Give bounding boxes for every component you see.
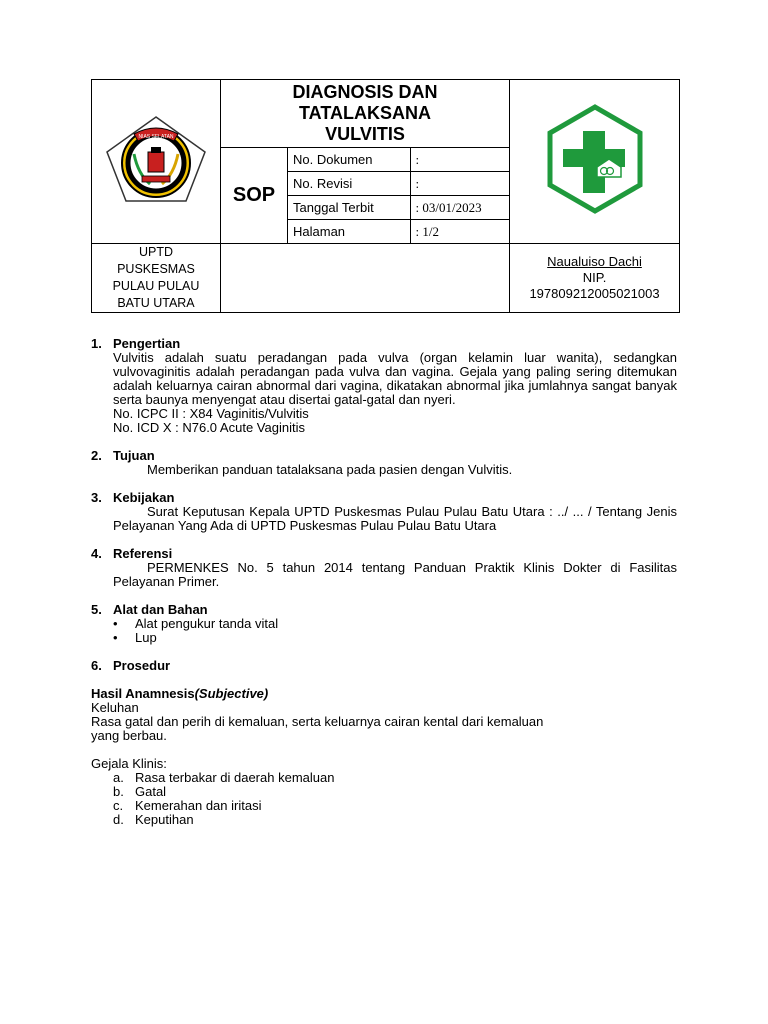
gejala-block xyxy=(91,757,677,827)
section-alat-bahan xyxy=(91,603,677,645)
institution-line: PUSKESMAS xyxy=(117,262,195,276)
item-letter: d. xyxy=(113,812,124,827)
document-title xyxy=(221,80,510,148)
bullet-icon: • xyxy=(113,630,118,645)
info-value: : xyxy=(410,172,509,196)
institution-line: UPTD xyxy=(138,245,174,259)
list-item xyxy=(113,631,677,645)
institution-name xyxy=(92,244,221,313)
equipment-list xyxy=(91,617,677,645)
section-referensi xyxy=(91,547,677,589)
definition-text: Vulvitis adalah suatu peradangan pada vulva (organ kelamin luar wanita), sedangkan vulvovaginitis adalah peradangan pada vulva dan vagina. Gejala yang paling sering ditemukan adalah keluarnya cairan abnormal dari vagina, dikatakan abnormal jika jumlahnya sangat banyak serta baunya menyengat atau disertai gatal-gatal dan nyeri. xyxy=(113,350,677,407)
list-item-text: Kemerahan dan iritasi xyxy=(135,798,262,813)
info-row xyxy=(288,148,509,172)
nip-label: NIP. xyxy=(582,270,607,285)
section-kebijakan xyxy=(91,491,677,533)
section-number: 5. xyxy=(91,602,102,617)
item-letter: a. xyxy=(113,770,124,785)
list-item-text: Lup xyxy=(135,630,157,645)
section-title: Tujuan xyxy=(113,448,155,463)
icd-code: No. ICD X : N76.0 Acute Vaginitis xyxy=(113,420,305,435)
section-heading xyxy=(91,603,677,617)
section-title: Pengertian xyxy=(113,336,181,351)
section-number: 2. xyxy=(91,448,102,463)
section-number: 1. xyxy=(91,336,102,351)
list-item-text: Rasa terbakar di daerah kemaluan xyxy=(135,770,335,785)
section-body: PERMENKES No. 5 tahun 2014 tentang Panduan Praktik Klinis Dokter di Fasilitas Pelayanan Primer. xyxy=(113,560,677,589)
gejala-list xyxy=(91,771,677,827)
list-item-text: Alat pengukur tanda vital xyxy=(135,616,279,631)
document-body xyxy=(91,337,677,841)
info-row xyxy=(288,172,509,196)
section-heading xyxy=(91,547,677,561)
section-title: Referensi xyxy=(113,546,173,561)
section-body: Surat Keputusan Kepala UPTD Puskesmas Pulau Pulau Batu Utara : ../ ... / Tentang Jenis Pelayanan Yang Ada di UPTD Puskesmas Pulau Pulau Batu Utara xyxy=(113,504,677,533)
section-number: 6. xyxy=(91,658,102,673)
section-title: Prosedur xyxy=(113,658,171,673)
section-heading xyxy=(91,449,677,463)
title-line-3: VULVITIS xyxy=(325,124,405,144)
info-label: Halaman xyxy=(288,220,410,244)
empty-cell xyxy=(221,244,510,313)
puskesmas-logo-icon xyxy=(539,103,651,215)
sop-label: SOP xyxy=(221,148,288,244)
keluhan-text: yang berbau. xyxy=(91,728,167,743)
keluhan-text: Rasa gatal dan perih di kemaluan, serta keluarnya cairan kental dari kemaluan xyxy=(91,714,544,729)
keluhan-label: Keluhan xyxy=(91,700,139,715)
list-item xyxy=(113,813,677,827)
document-info-table xyxy=(288,148,509,243)
bullet-icon: • xyxy=(113,616,118,631)
anamnesis-heading xyxy=(91,687,677,701)
signatory-block xyxy=(510,244,680,313)
info-row xyxy=(288,220,509,244)
puskesmas-logo-cell xyxy=(510,80,680,244)
icpc-code: No. ICPC II : X84 Vaginitis/Vulvitis xyxy=(113,406,309,421)
anamnesis-subtitle: (Subjective) xyxy=(194,686,269,701)
gejala-label: Gejala Klinis: xyxy=(91,756,167,771)
document-info-cell xyxy=(288,148,510,244)
section-number: 3. xyxy=(91,490,102,505)
list-item-text: Keputihan xyxy=(135,812,194,827)
info-label: No. Dokumen xyxy=(288,148,410,172)
item-letter: c. xyxy=(113,798,124,813)
seal-text: NIAS SELATAN xyxy=(138,134,174,140)
section-title: Alat dan Bahan xyxy=(113,602,208,617)
signatory-name: Naualuiso Dachi xyxy=(547,254,642,269)
regency-logo-cell xyxy=(92,80,221,244)
section-body: Memberikan panduan tatalaksana pada pasien dengan Vulvitis. xyxy=(147,462,513,477)
section-number: 4. xyxy=(91,546,102,561)
section-heading xyxy=(91,337,677,351)
list-item xyxy=(113,799,677,813)
section-tujuan xyxy=(91,449,677,477)
regency-seal-icon xyxy=(104,114,208,204)
sop-header-table xyxy=(91,79,680,313)
nip-number: 197809212005021003 xyxy=(529,286,660,301)
info-row xyxy=(288,196,509,220)
list-item xyxy=(113,771,677,785)
section-prosedur xyxy=(91,659,677,673)
list-item xyxy=(113,617,677,631)
section-heading xyxy=(91,659,677,673)
institution-line: PULAU PULAU xyxy=(112,279,200,293)
institution-line: BATU UTARA xyxy=(117,296,195,310)
title-line-2: TATALAKSANA xyxy=(299,103,431,123)
section-heading xyxy=(91,491,677,505)
list-item-text: Gatal xyxy=(135,784,167,799)
item-letter: b. xyxy=(113,784,124,799)
info-label: Tanggal Terbit xyxy=(288,196,410,220)
info-label: No. Revisi xyxy=(288,172,410,196)
info-value: : 03/01/2023 xyxy=(410,196,509,220)
info-value: : xyxy=(410,148,509,172)
anamnesis-block xyxy=(91,687,677,743)
title-line-1: DIAGNOSIS DAN xyxy=(292,82,438,102)
list-item xyxy=(113,785,677,799)
section-title: Kebijakan xyxy=(113,490,175,505)
info-value: : 1/2 xyxy=(415,223,439,239)
section-pengertian xyxy=(91,337,677,435)
anamnesis-title: Hasil Anamnesis xyxy=(91,686,195,701)
section-body xyxy=(91,351,677,435)
